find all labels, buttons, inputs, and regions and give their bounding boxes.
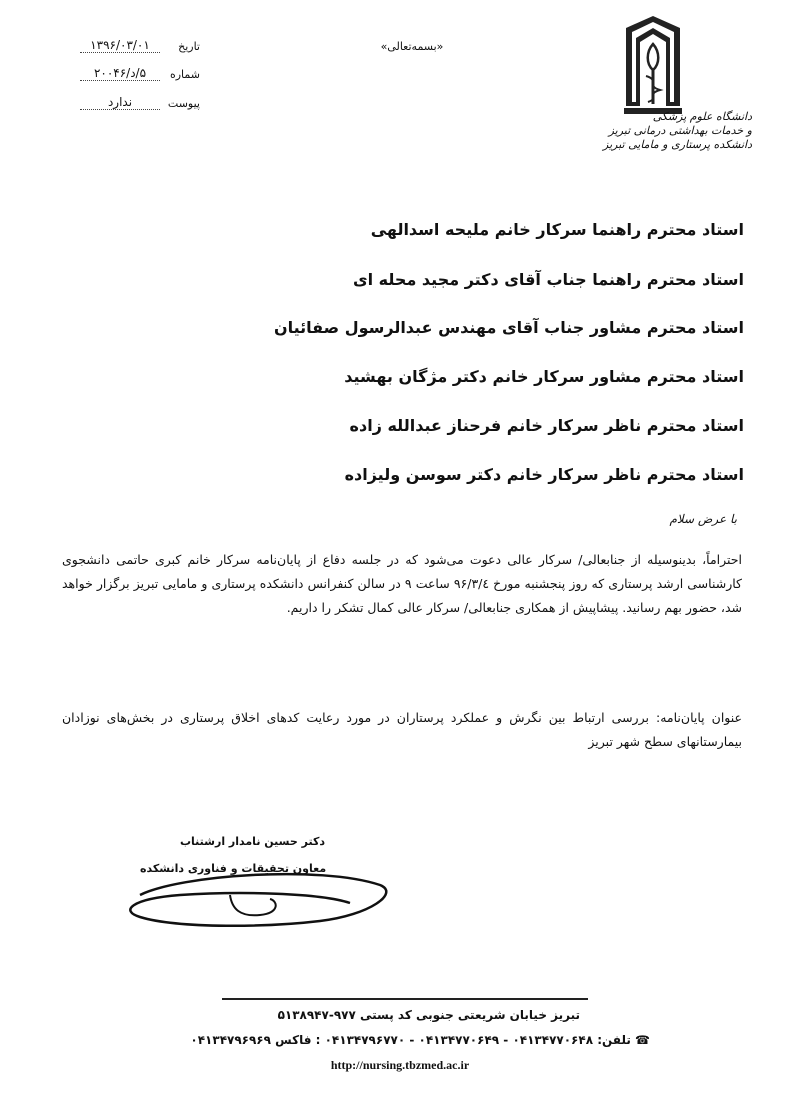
attachment-label: پیوست [167, 97, 200, 110]
signatory-title: معاون تحقیقات و فناوری دانشکده [140, 862, 327, 875]
footer-phones [160, 1033, 650, 1047]
logo-caption [552, 110, 752, 152]
university-logo-icon [622, 14, 684, 124]
greeting: با عرض سلام [669, 512, 737, 526]
logo-caption-line: دانشکده پرستاری و مامایی تبریز [603, 138, 752, 151]
number-value: ۵/د/۲۰۰۴۶ [80, 66, 160, 81]
recipient-line: استاد محترم راهنما جناب آقای دکتر مجید محله ای [352, 270, 744, 289]
thesis-title-paragraph: عنوان پایان‌نامه: بررسی ارتباط بین نگرش و عملکرد پرستاران در مورد رعایت کدهای اخلاق پرستاری در بخش‌های نوزادان بیمارستانهای سطح شهر تبریز [62, 710, 742, 749]
recipient-line: استاد محترم ناظر سرکار خانم دکتر سوسن ولیزاده [344, 465, 744, 484]
recipient-line: استاد محترم مشاور سرکار خانم دکتر مژگان بهشید [344, 367, 744, 386]
number-row [75, 66, 200, 84]
date-value: ۱۳۹۶/۰۳/۰۱ [80, 38, 160, 53]
attachment-value: ندارد [80, 95, 160, 110]
date-label: تاریخ [178, 40, 200, 53]
website-link[interactable]: http://nursing.tbzmed.ac.ir [330, 1058, 470, 1072]
invitation-paragraph: احتراماً، بدینوسیله از جنابعالی/ سرکار عالی دعوت می‌شود که در جلسه دفاع از پایان‌نامه سرکار خانم کبری حاتمی دانشجوی کارشناسی ارشد پرستاری که روز پنجشنبه مورخ ۹۶/۳/٤ ساعت ۹ در سالن کنفرانس دانشکده پرستاری و مامایی تبریز برگزار خواهد شد، حضور بهم رسانید. پیشاپیش از همکاری جنابعالی/ سرکار عالی کمال تشکر را داریم. [62, 552, 742, 615]
recipient-line: استاد محترم مشاور جناب آقای مهندس عبدالرسول صفائیان [273, 318, 744, 337]
footer-address: تبریز خیابان شریعتی جنوبی کد پستی ۹۷۷-۵۱۳۸۹۴۷ [277, 1008, 580, 1022]
bismillah-heading: «بسمه‌تعالی» [380, 40, 444, 53]
logo-caption-line: دانشگاه علوم پزشکی [652, 110, 752, 123]
phone-icon: ☎ [635, 1033, 650, 1047]
logo-caption-line: و خدمات بهداشتی درمانی تبریز [608, 124, 752, 137]
date-row [75, 38, 200, 56]
attachment-row [75, 95, 200, 113]
recipient-line: استاد محترم راهنما سرکار خانم ملیحه اسدالهی [370, 220, 744, 239]
signatory-name: دکتر حسین نامدار ارشتناب [180, 835, 325, 848]
footer-divider [222, 998, 588, 1000]
signature-scribble [120, 855, 400, 935]
footer-phones-text: تلفن: ۰۴۱۳۴۷۷۰۶۴۸ - ۰۴۱۳۴۷۷۰۶۴۹ - ۰۴۱۳۴۷۹۶۷۷۰ : فاکس ۰۴۱۳۴۷۹۶۹۶۹ [190, 1033, 631, 1047]
number-label: شماره [169, 68, 200, 81]
recipient-line: استاد محترم ناظر سرکار خانم فرحناز عبدالله زاده [349, 416, 744, 435]
